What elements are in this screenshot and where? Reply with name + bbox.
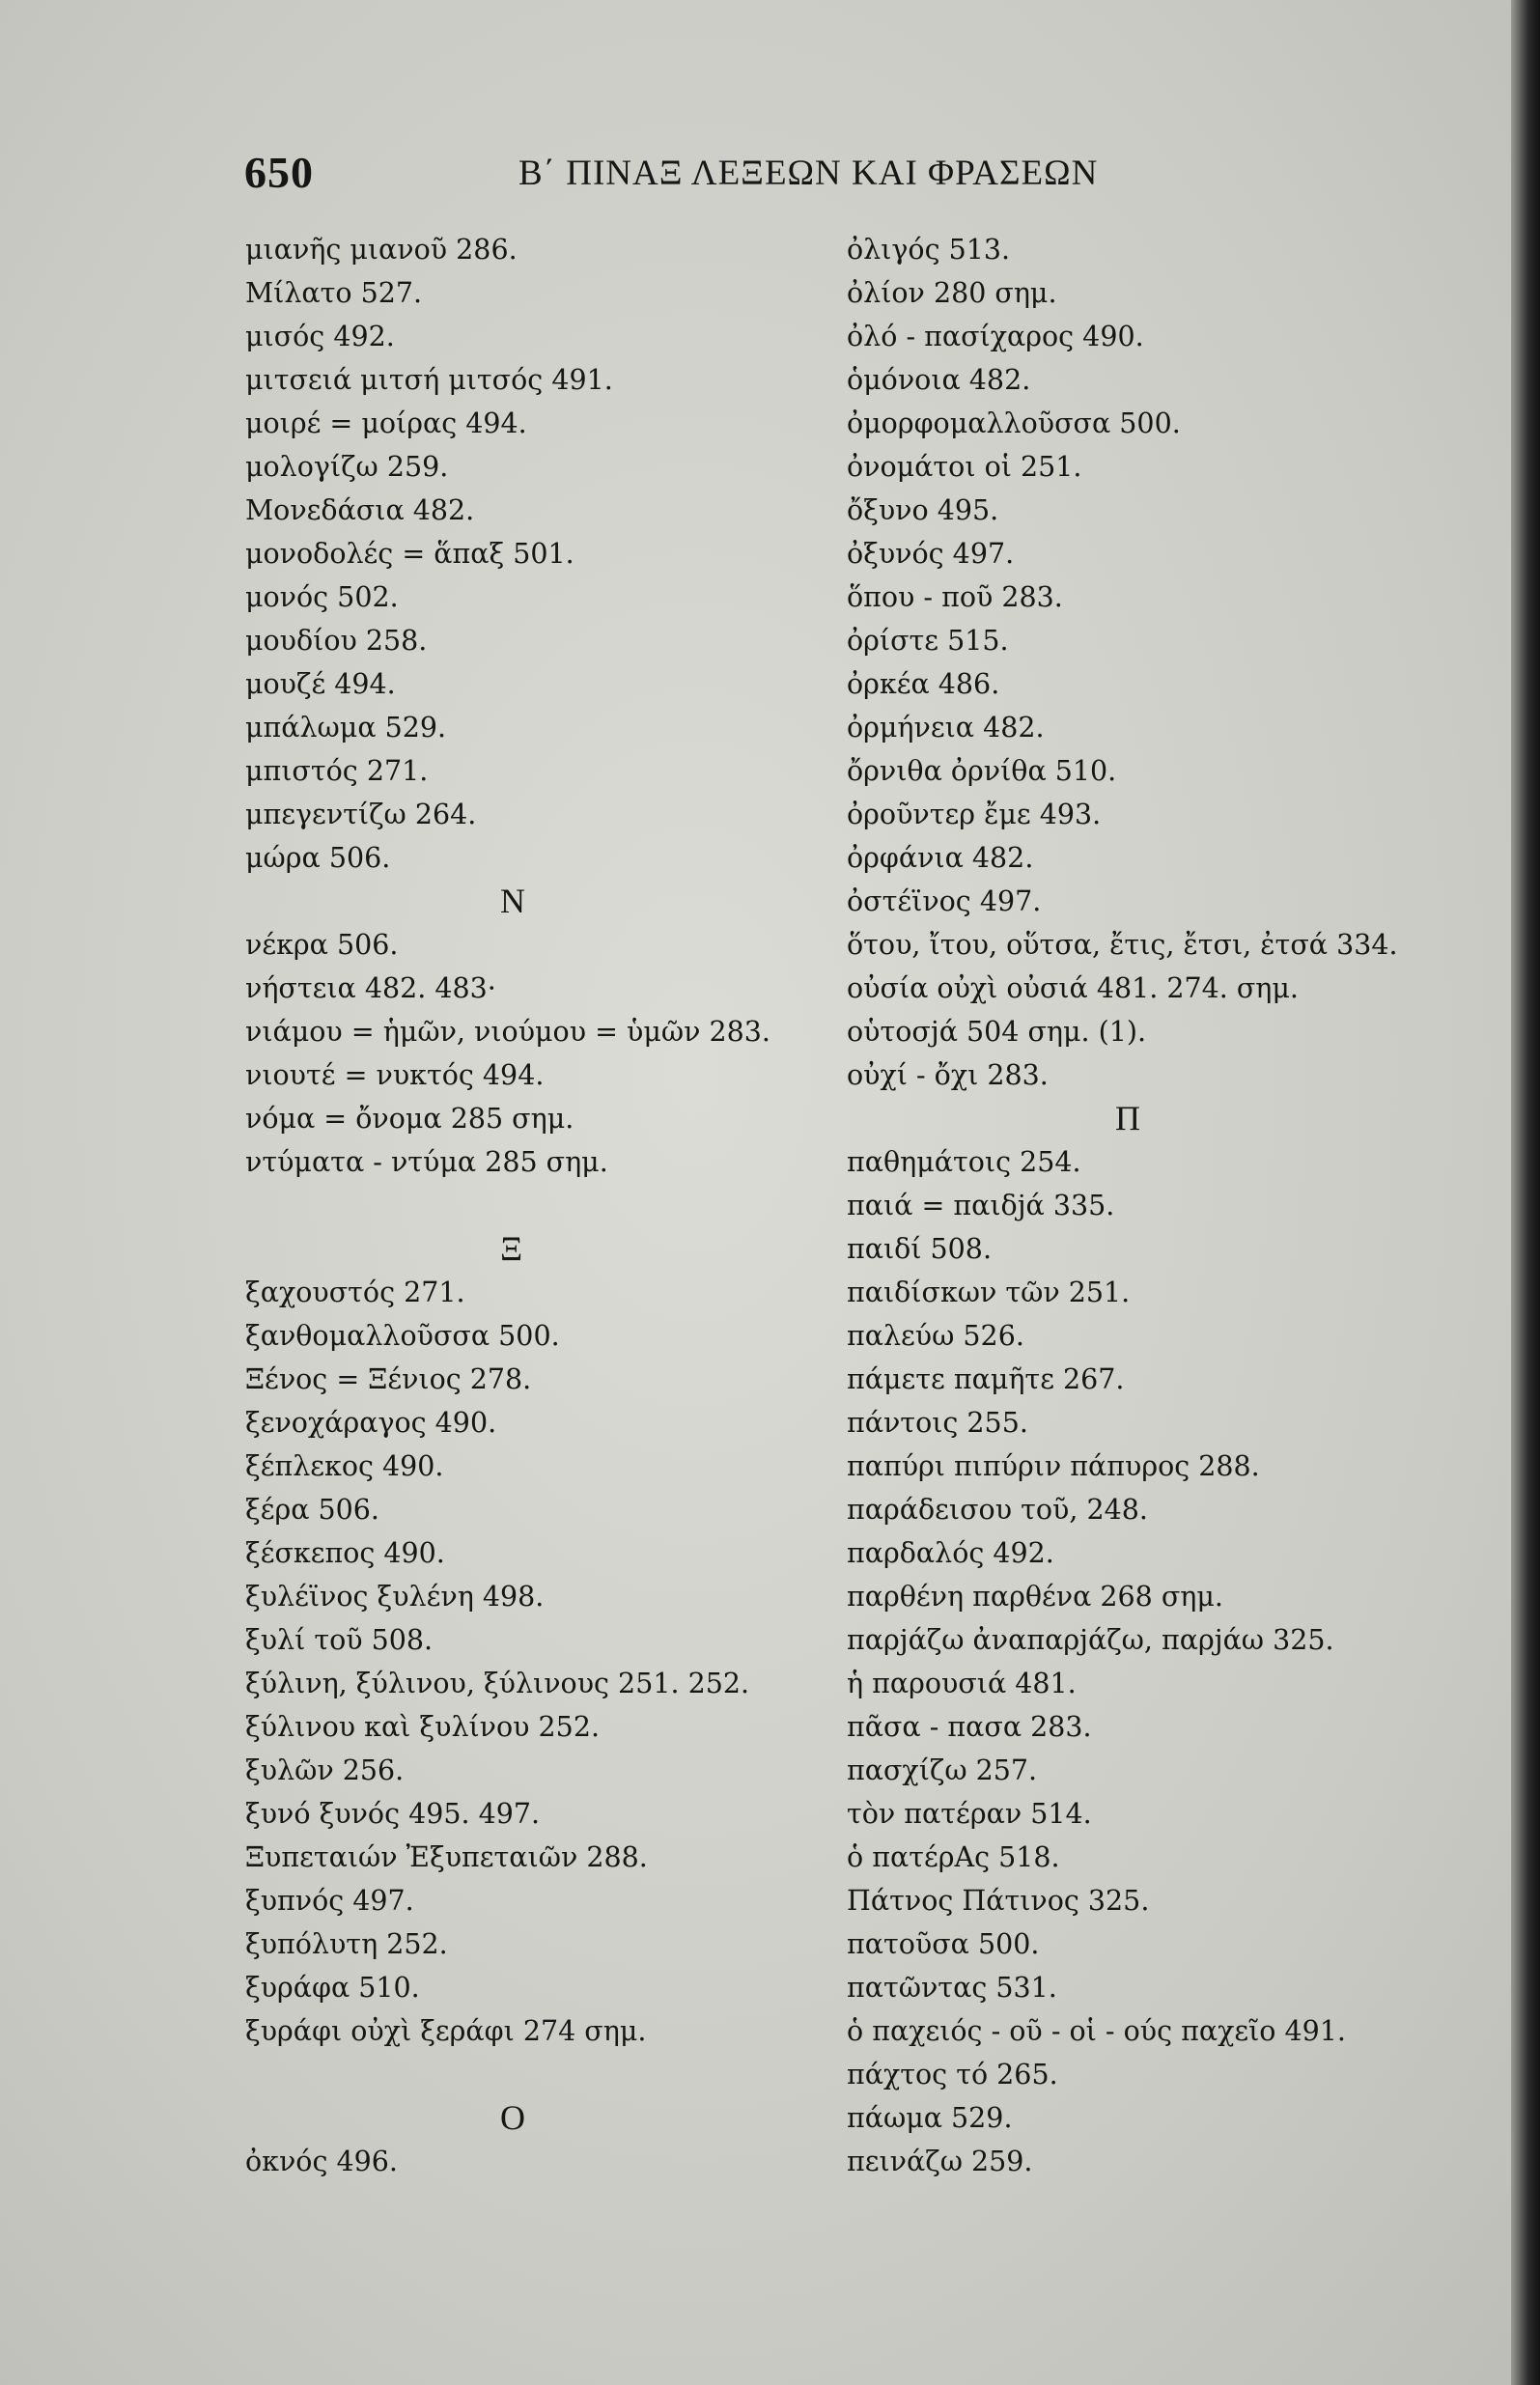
index-entry: μουζέ 494. <box>245 668 396 700</box>
index-entry: ὀκνός 496. <box>245 2146 398 2177</box>
index-entry: μπεγεντίζω 264. <box>245 799 477 830</box>
index-entry: ξυλῶν 256. <box>245 1754 405 1786</box>
index-entry: μώρα 506. <box>245 842 391 874</box>
index-entry: ὅτου, ἴτου, οὕτσα, ἔτις, ἔτσι, ἐτσά 334. <box>847 929 1398 961</box>
index-entry: ὀρίστε 515. <box>847 625 1009 657</box>
index-entry: τὸν πατέραν 514. <box>847 1798 1092 1830</box>
index-entry: μιτσειά μιτσή μιτσός 491. <box>245 364 613 396</box>
index-entry: μολογίζω 259. <box>245 451 449 483</box>
index-entry: παρδαλός 492. <box>847 1537 1054 1569</box>
index-entry: μονός 502. <box>245 581 399 613</box>
index-entry: μουδίου 258. <box>245 625 428 657</box>
index-entry: Μίλατο 527. <box>245 277 423 309</box>
spacer <box>245 1184 786 1227</box>
index-entry: ξυλέϊνος ξυλένη 498. <box>245 1581 545 1613</box>
index-entry: μπάλωμα 529. <box>245 712 447 744</box>
index-entry: ξενοχάραγος 490. <box>245 1407 497 1439</box>
index-entry: μπιστός 271. <box>245 755 429 787</box>
index-entry: παρθένη παρθένα 268 σημ. <box>847 1581 1223 1613</box>
index-entry: πᾶσα - πασα 283. <box>847 1711 1092 1743</box>
index-entry: νόμα = ὄνομα 285 σημ. <box>245 1103 574 1135</box>
index-entry: ξύλινη, ξύλινου, ξύλινους 251. 252. <box>245 1668 750 1699</box>
index-entry: παλεύω 526. <box>847 1320 1024 1352</box>
index-entry: πεινάζω 259. <box>847 2146 1033 2177</box>
index-entry: μοιρέ = μοίρας 494. <box>245 407 527 439</box>
index-entry: ὁ παχειός - οῦ - οἱ - ούς παχεῖο 491. <box>847 2015 1346 2047</box>
index-entry: ὀρκέα 486. <box>847 668 1000 700</box>
index-entry: ξυλί τοῦ 508. <box>245 1624 434 1656</box>
index-entry: ὀρμήνεια 482. <box>847 712 1045 744</box>
spacer <box>245 2053 786 2096</box>
index-entry: Ξυπεταιών Ἐξυπεταιῶν 288. <box>245 1841 648 1873</box>
index-entry: ξυνό ξυνός 495. 497. <box>245 1798 541 1830</box>
index-entry: ξαχουστός 271. <box>245 1277 465 1308</box>
index-entry: ξυπνός 497. <box>245 1885 414 1917</box>
index-entry: νιάμου = ἡμῶν, νιούμου = ὑμῶν 283. <box>245 1016 770 1048</box>
index-entry: ὀλό - πασίχαρος 490. <box>847 321 1144 352</box>
index-entry: ὄρνιθα ὀρνίθα 510. <box>847 755 1117 787</box>
page-edge-shadow <box>1511 0 1540 2385</box>
index-entry: ξέσκεπος 490. <box>245 1537 445 1569</box>
index-entry: ὀλίον 280 σημ. <box>847 277 1057 309</box>
index-entry: ξυπόλυτη 252. <box>245 1928 448 1960</box>
index-entry: παιά = παιδjά 335. <box>847 1190 1115 1221</box>
section-letter: Ξ <box>500 1229 523 1268</box>
index-entry: πασχίζω 257. <box>847 1754 1038 1786</box>
index-entry: παθημάτοις 254. <box>847 1146 1081 1178</box>
index-entry: Μονεδάσια 482. <box>245 494 475 526</box>
index-entry: ὄξυνο 495. <box>847 494 999 526</box>
index-entry: ὅπου - ποῦ 283. <box>847 581 1063 613</box>
index-entry: πάχτος τό 265. <box>847 2059 1058 2090</box>
index-entry: πάωμα 529. <box>847 2102 1013 2134</box>
index-entry: ξύλινου καὶ ξυλίνου 252. <box>245 1711 601 1743</box>
index-entry: Ξένος = Ξένιος 278. <box>245 1363 532 1395</box>
index-entry: ὀλιγός 513. <box>847 234 1011 266</box>
index-entry: μισός 492. <box>245 321 395 352</box>
running-head: Β΄ ΠΙΝΑΞ ΛΕΞΕΩΝ ΚΑΙ ΦΡΑΣΕΩΝ <box>518 154 1099 193</box>
section-letter: Ν <box>500 882 525 920</box>
index-entry: ὀστέϊνος 497. <box>847 885 1042 917</box>
index-entry: πάμετε παμῆτε 267. <box>847 1363 1125 1395</box>
index-entry: ὀνομάτοι οἱ 251. <box>847 451 1082 483</box>
index-entry: μονοδολές = ἅπαξ 501. <box>245 538 574 570</box>
index-entry: πατοῦσα 500. <box>847 1928 1040 1960</box>
index-entry: ὀξυνός 497. <box>847 538 1015 570</box>
index-entry: νιουτέ = νυκτός 494. <box>245 1059 545 1091</box>
index-entry: ντύματα - ντύμα 285 σημ. <box>245 1146 608 1178</box>
section-letter: Π <box>1115 1099 1140 1137</box>
left-column <box>245 228 786 2183</box>
index-entry: πάντοις 255. <box>847 1407 1028 1439</box>
page-number: 650 <box>244 148 314 197</box>
index-entry: ξανθομαλλοῦσσα 500. <box>245 1320 560 1352</box>
index-entry: παπύρι πιπύριν πάπυρος 288. <box>847 1450 1260 1482</box>
index-entry: ὀροῦντερ ἔμε 493. <box>847 799 1102 830</box>
index-entry: ξέρα 506. <box>245 1494 379 1526</box>
index-entry: οὑτοσjά 504 σημ. (1). <box>847 1016 1147 1048</box>
index-entry: παρjάζω ἀναπαρjάζω, παρjάω 325. <box>847 1624 1334 1656</box>
index-entry: νέκρα 506. <box>245 929 399 961</box>
right-column <box>847 228 1416 2183</box>
index-entry: πατῶντας 531. <box>847 1972 1057 2004</box>
index-entry: Πάτνος Πάτινος 325. <box>847 1885 1150 1917</box>
index-entry: παιδίσκων τῶν 251. <box>847 1277 1131 1308</box>
index-entry: ὀρφάνια 482. <box>847 842 1034 874</box>
index-entry: ξυράφα 510. <box>245 1972 420 2004</box>
index-entry: νήστεια 482. 483· <box>245 972 496 1004</box>
index-entry: ξέπλεκος 490. <box>245 1450 444 1482</box>
section-letter: Ο <box>500 2098 525 2137</box>
index-entry: παράδεισου τοῦ, 248. <box>847 1494 1148 1526</box>
index-entry: οὐχί - ὄχι 283. <box>847 1059 1049 1091</box>
index-entry: οὐσία οὐχὶ οὐσιά 481. 274. σημ. <box>847 972 1299 1004</box>
index-entry: παιδί 508. <box>847 1233 993 1265</box>
index-entry: μιανῆς μιανοῦ 286. <box>245 234 518 266</box>
index-entry: ὀμορφομαλλοῦσσα 500. <box>847 407 1181 439</box>
index-entry: ὁμόνοια 482. <box>847 364 1031 396</box>
index-entry: ἡ παρουσιά 481. <box>847 1668 1077 1699</box>
index-entry: ξυράφι οὐχὶ ξεράφι 274 σημ. <box>245 2015 647 2047</box>
index-entry: ὁ πατέρΑς 518. <box>847 1841 1060 1873</box>
